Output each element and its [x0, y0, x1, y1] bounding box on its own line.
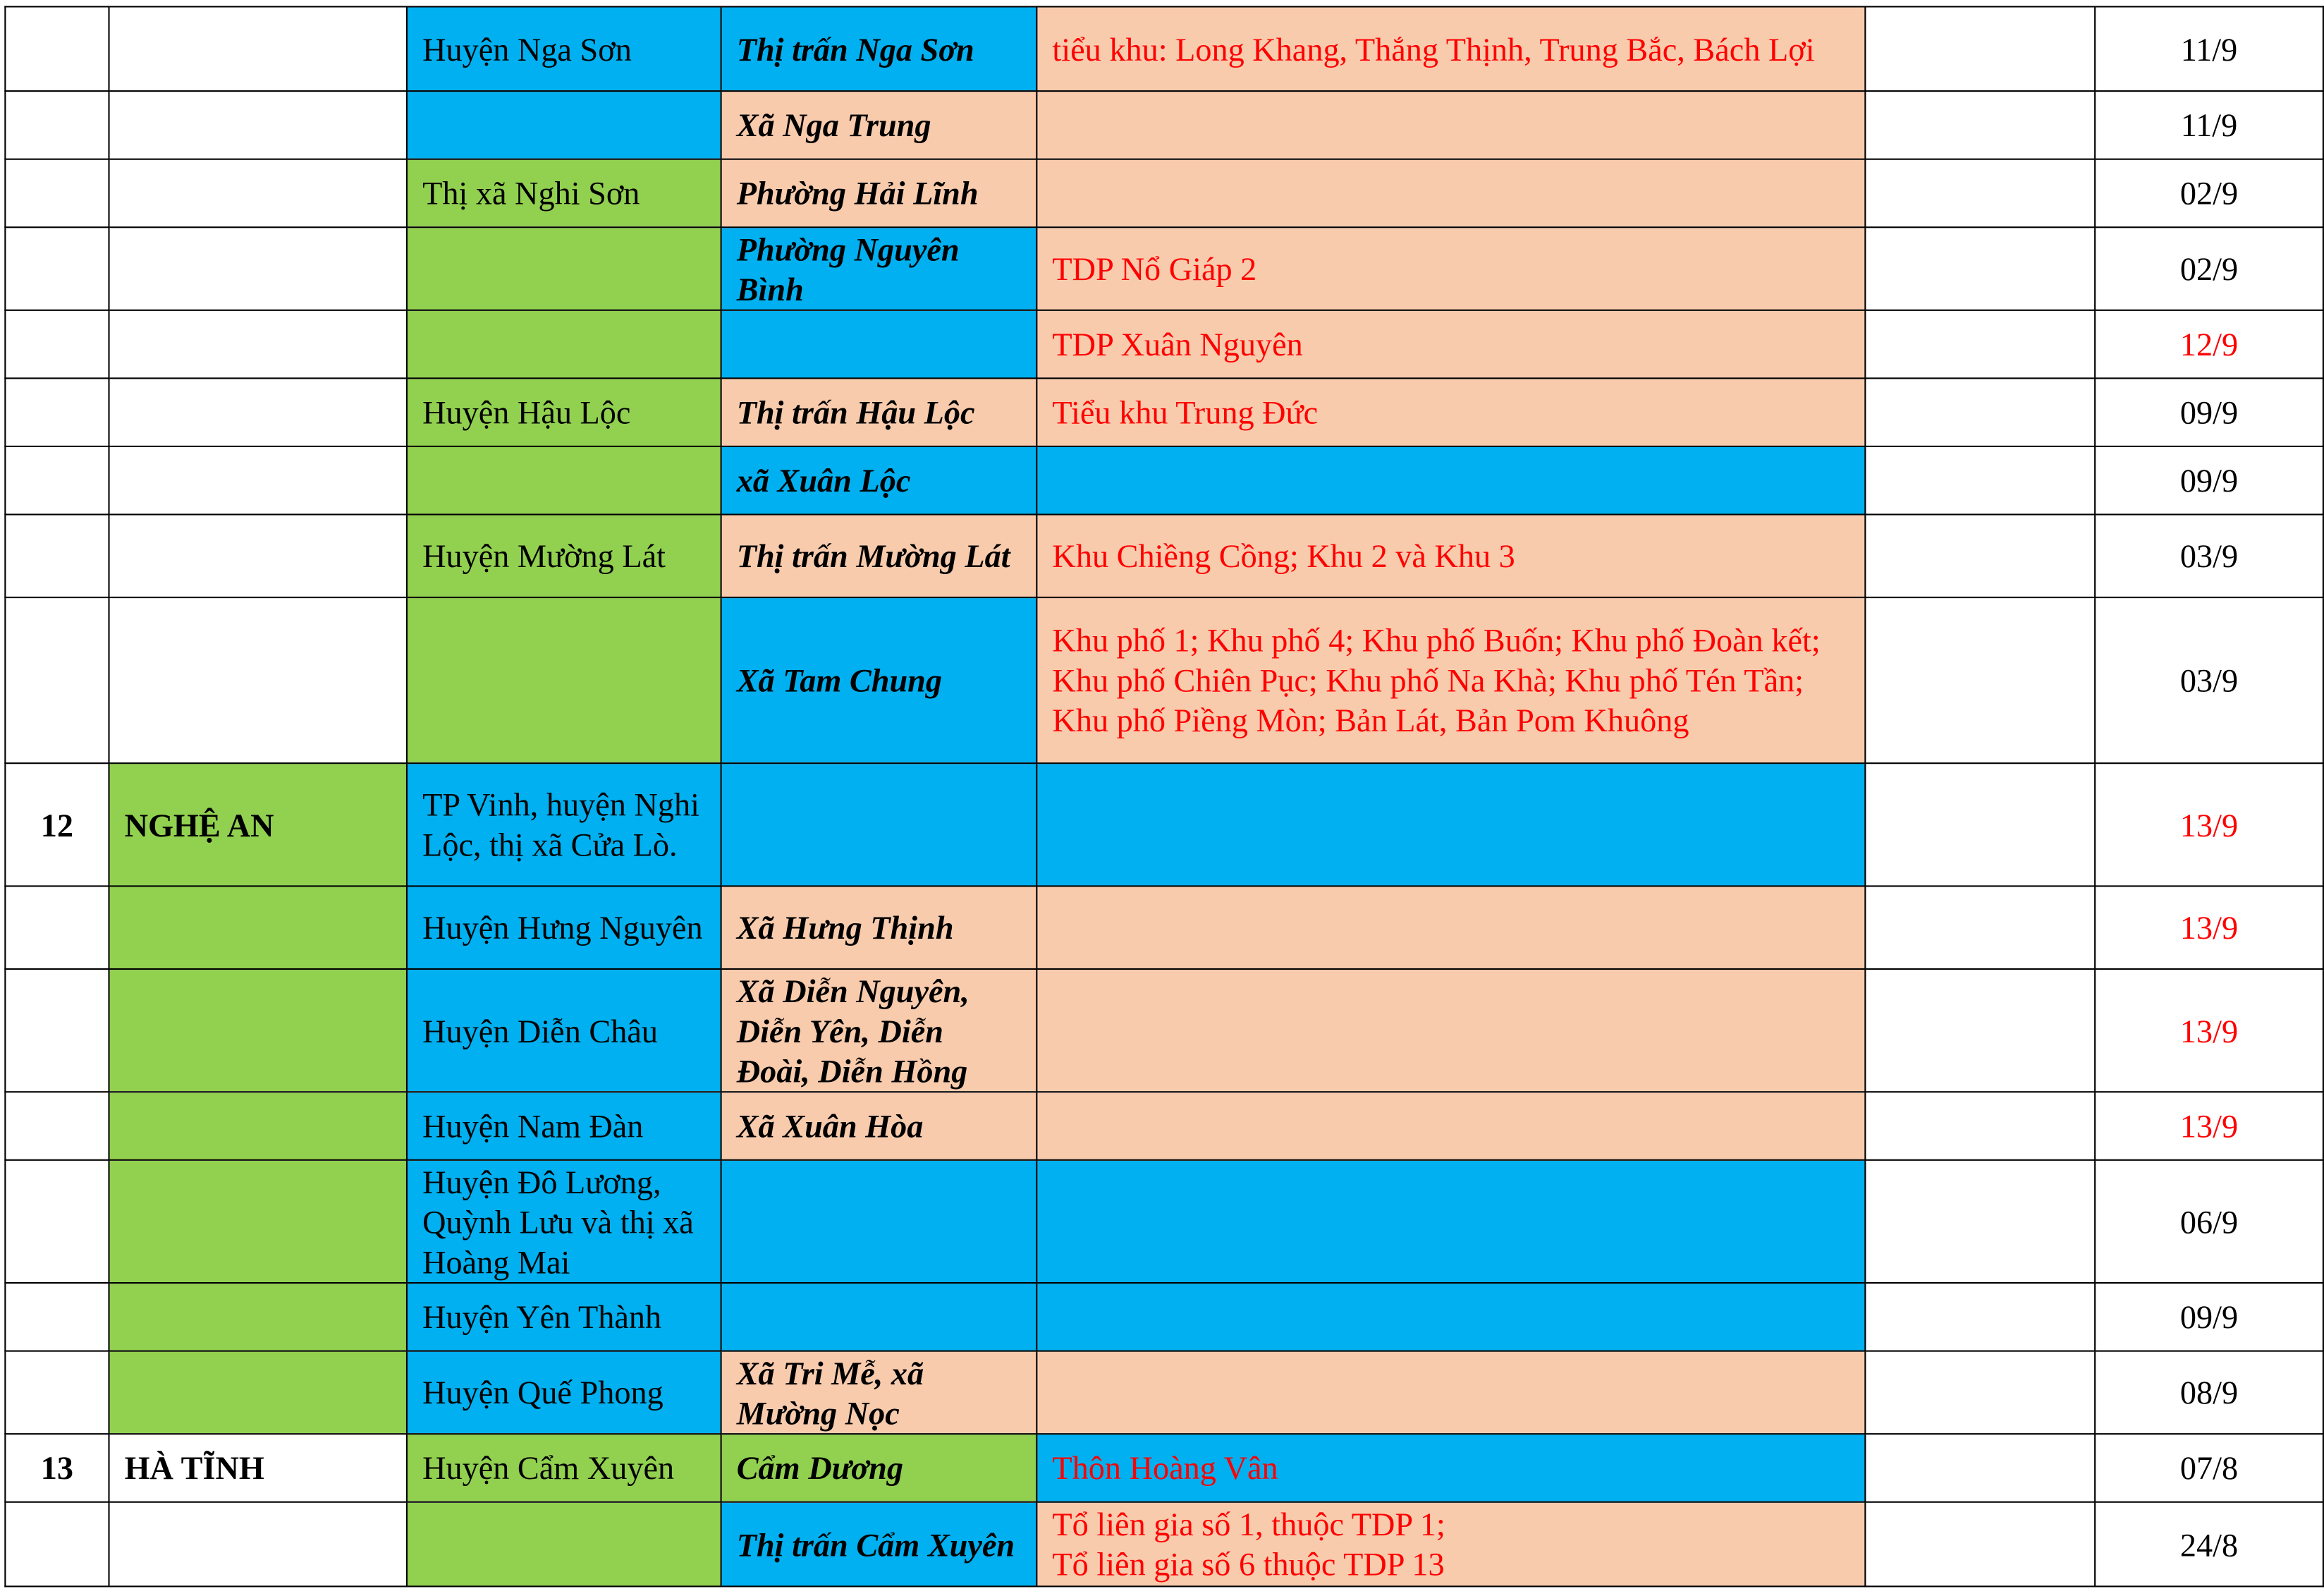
cell-area[interactable]: TDP Nổ Giáp 2 [1036, 227, 1865, 310]
cell-ward[interactable]: Phường Nguyên Bình [721, 227, 1037, 310]
cell-date[interactable]: 06/9 [2095, 1160, 2323, 1283]
cell-district[interactable] [407, 227, 721, 310]
cell-stt[interactable] [5, 886, 109, 969]
table-row [5, 1502, 2323, 1587]
cell-date[interactable]: 09/9 [2095, 446, 2323, 515]
cell-province[interactable] [109, 886, 407, 969]
cell-note[interactable] [1865, 159, 2095, 228]
cell-stt[interactable] [5, 159, 109, 228]
cell-stt[interactable] [5, 1160, 109, 1283]
cell-note[interactable] [1865, 763, 2095, 886]
cell-province[interactable]: NGHỆ AN [109, 763, 407, 886]
cell-note[interactable] [1865, 1502, 2095, 1587]
cell-district[interactable]: Huyện Hưng Nguyên [407, 886, 721, 969]
cell-district[interactable]: Huyện Nga Sơn [407, 6, 721, 91]
table-row [5, 969, 2323, 1092]
cell-note[interactable] [1865, 1283, 2095, 1351]
cell-note[interactable] [1865, 969, 2095, 1092]
cell-date[interactable]: 02/9 [2095, 159, 2323, 228]
cell-ward[interactable] [721, 1283, 1037, 1351]
table-row [5, 1351, 2323, 1434]
cell-ward[interactable]: Thị trấn Hậu Lộc [721, 378, 1037, 446]
cell-date[interactable]: 03/9 [2095, 597, 2323, 763]
cell-province[interactable] [109, 1092, 407, 1160]
cell-district[interactable]: Huyện Đô Lương, Quỳnh Lưu và thị xã Hoàng Mai [407, 1160, 721, 1283]
cell-note[interactable] [1865, 6, 2095, 91]
cell-province[interactable]: HÀ TĨNH [109, 1434, 407, 1502]
cell-note[interactable] [1865, 378, 2095, 446]
cell-district[interactable]: Thị xã Nghi Sơn [407, 159, 721, 228]
cell-area[interactable] [1036, 159, 1865, 228]
cell-province[interactable] [109, 1502, 407, 1587]
cell-area[interactable] [1036, 1351, 1865, 1434]
cell-area[interactable] [1036, 91, 1865, 159]
cell-area[interactable] [1036, 446, 1865, 515]
cell-province[interactable] [109, 378, 407, 446]
cell-area[interactable]: Khu phố 1; Khu phố 4; Khu phố Buốn; Khu phố Đoàn kết; Khu phố Chiên Pục; Khu phố Na Khà; Khu phố Tén Tần; Khu phố Piềng Mòn; Bản Lát, Bản Pom Khuông [1036, 597, 1865, 763]
cell-area[interactable]: Tổ liên gia số 1, thuộc TDP 1; Tổ liên gia số 6 thuộc TDP 13 [1036, 1502, 1865, 1587]
cell-date[interactable]: 13/9 [2095, 969, 2323, 1092]
cell-district[interactable]: Huyện Mường Lát [407, 515, 721, 598]
cell-date[interactable]: 07/8 [2095, 1434, 2323, 1502]
table-row [5, 159, 2323, 228]
cell-note[interactable] [1865, 886, 2095, 969]
table-row [5, 310, 2323, 379]
cell-province[interactable] [109, 91, 407, 159]
cell-note[interactable] [1865, 227, 2095, 310]
cell-ward[interactable]: Phường Hải Lĩnh [721, 159, 1037, 228]
cell-date[interactable]: 02/9 [2095, 227, 2323, 310]
cell-district[interactable]: Huyện Hậu Lộc [407, 378, 721, 446]
table-row [5, 1092, 2323, 1160]
table-row [5, 1160, 2323, 1283]
cell-date[interactable]: 13/9 [2095, 1092, 2323, 1160]
cell-district[interactable]: Huyện Nam Đàn [407, 1092, 721, 1160]
table-row [5, 597, 2323, 763]
cell-note[interactable] [1865, 597, 2095, 763]
cell-province[interactable] [109, 969, 407, 1092]
cell-ward[interactable] [721, 763, 1037, 886]
cell-stt[interactable]: 12 [5, 763, 109, 886]
cell-ward[interactable]: Thị trấn Nga Sơn [721, 6, 1037, 91]
cell-area[interactable] [1036, 1283, 1865, 1351]
cell-ward[interactable]: Xã Tam Chung [721, 597, 1037, 763]
cell-stt[interactable] [5, 1502, 109, 1587]
cell-district[interactable]: Huyện Quế Phong [407, 1351, 721, 1434]
table-row [5, 763, 2323, 886]
cell-area[interactable] [1036, 886, 1865, 969]
table-row [5, 378, 2323, 446]
cell-ward[interactable]: Xã Tri Mễ, xã Mường Nọc [721, 1351, 1037, 1434]
cell-stt[interactable] [5, 446, 109, 515]
cell-date[interactable]: 11/9 [2095, 91, 2323, 159]
cell-province[interactable] [109, 159, 407, 228]
cell-note[interactable] [1865, 446, 2095, 515]
cell-stt[interactable]: 13 [5, 1434, 109, 1502]
cell-date[interactable]: 12/9 [2095, 310, 2323, 379]
cell-district[interactable] [407, 446, 721, 515]
table-body [5, 6, 2323, 1586]
cell-date[interactable]: 13/9 [2095, 763, 2323, 886]
cell-district[interactable]: Huyện Diễn Châu [407, 969, 721, 1092]
cell-stt[interactable] [5, 515, 109, 598]
cell-district[interactable] [407, 310, 721, 379]
cell-province[interactable] [109, 6, 407, 91]
cell-stt[interactable] [5, 6, 109, 91]
cell-ward[interactable]: Xã Hưng Thịnh [721, 886, 1037, 969]
cell-district[interactable]: Huyện Yên Thành [407, 1283, 721, 1351]
cell-province[interactable] [109, 227, 407, 310]
cell-note[interactable] [1865, 515, 2095, 598]
cell-note[interactable] [1865, 1351, 2095, 1434]
cell-date[interactable]: 13/9 [2095, 886, 2323, 969]
cell-province[interactable] [109, 1283, 407, 1351]
cell-stt[interactable] [5, 1351, 109, 1434]
table-row [5, 515, 2323, 598]
cell-stt[interactable] [5, 310, 109, 379]
cell-area[interactable]: Tiểu khu Trung Đức [1036, 378, 1865, 446]
cell-stt[interactable] [5, 597, 109, 763]
outbreak-area-table [4, 6, 2324, 1587]
table-row [5, 6, 2323, 91]
cell-stt[interactable] [5, 227, 109, 310]
cell-district[interactable] [407, 597, 721, 763]
cell-area[interactable] [1036, 763, 1865, 886]
cell-area[interactable]: tiểu khu: Long Khang, Thắng Thịnh, Trung Bắc, Bách Lợi [1036, 6, 1865, 91]
cell-stt[interactable] [5, 1283, 109, 1351]
cell-date[interactable]: 24/8 [2095, 1502, 2323, 1587]
cell-note[interactable] [1865, 91, 2095, 159]
cell-ward[interactable]: xã Xuân Lộc [721, 446, 1037, 515]
cell-province[interactable] [109, 1351, 407, 1434]
cell-area[interactable]: TDP Xuân Nguyên [1036, 310, 1865, 379]
cell-stt[interactable] [5, 378, 109, 446]
cell-date[interactable]: 09/9 [2095, 378, 2323, 446]
table-row [5, 1434, 2323, 1502]
cell-district[interactable] [407, 1502, 721, 1587]
cell-ward[interactable]: Xã Xuân Hòa [721, 1092, 1037, 1160]
cell-date[interactable]: 08/9 [2095, 1351, 2323, 1434]
table-row [5, 886, 2323, 969]
cell-note[interactable] [1865, 1434, 2095, 1502]
cell-province[interactable] [109, 1160, 407, 1283]
cell-ward[interactable]: Thị trấn Mường Lát [721, 515, 1037, 598]
table-row [5, 446, 2323, 515]
cell-ward[interactable]: Cẩm Dương [721, 1434, 1037, 1502]
cell-ward[interactable] [721, 310, 1037, 379]
cell-province[interactable] [109, 515, 407, 598]
cell-province[interactable] [109, 597, 407, 763]
cell-note[interactable] [1865, 1092, 2095, 1160]
cell-date[interactable]: 11/9 [2095, 6, 2323, 91]
cell-stt[interactable] [5, 1092, 109, 1160]
cell-ward[interactable] [721, 1160, 1037, 1283]
cell-area[interactable] [1036, 969, 1865, 1092]
cell-district[interactable]: TP Vinh, huyện Nghi Lộc, thị xã Cửa Lò. [407, 763, 721, 886]
cell-province[interactable] [109, 446, 407, 515]
cell-district[interactable] [407, 91, 721, 159]
cell-district[interactable]: Huyện Cẩm Xuyên [407, 1434, 721, 1502]
cell-province[interactable] [109, 310, 407, 379]
cell-ward[interactable]: Thị trấn Cẩm Xuyên [721, 1502, 1037, 1587]
table-row [5, 91, 2323, 159]
cell-ward[interactable]: Xã Diễn Nguyên, Diễn Yên, Diễn Đoài, Diễn Hồng [721, 969, 1037, 1092]
cell-date[interactable]: 03/9 [2095, 515, 2323, 598]
cell-area[interactable] [1036, 1092, 1865, 1160]
cell-area[interactable] [1036, 1160, 1865, 1283]
cell-area[interactable]: Thôn Hoàng Vân [1036, 1434, 1865, 1502]
cell-area[interactable]: Khu Chiềng Cồng; Khu 2 và Khu 3 [1036, 515, 1865, 598]
cell-ward[interactable]: Xã Nga Trung [721, 91, 1037, 159]
cell-date[interactable]: 09/9 [2095, 1283, 2323, 1351]
cell-stt[interactable] [5, 969, 109, 1092]
cell-stt[interactable] [5, 91, 109, 159]
table-row [5, 227, 2323, 310]
table-row [5, 1283, 2323, 1351]
cell-note[interactable] [1865, 310, 2095, 379]
cell-note[interactable] [1865, 1160, 2095, 1283]
